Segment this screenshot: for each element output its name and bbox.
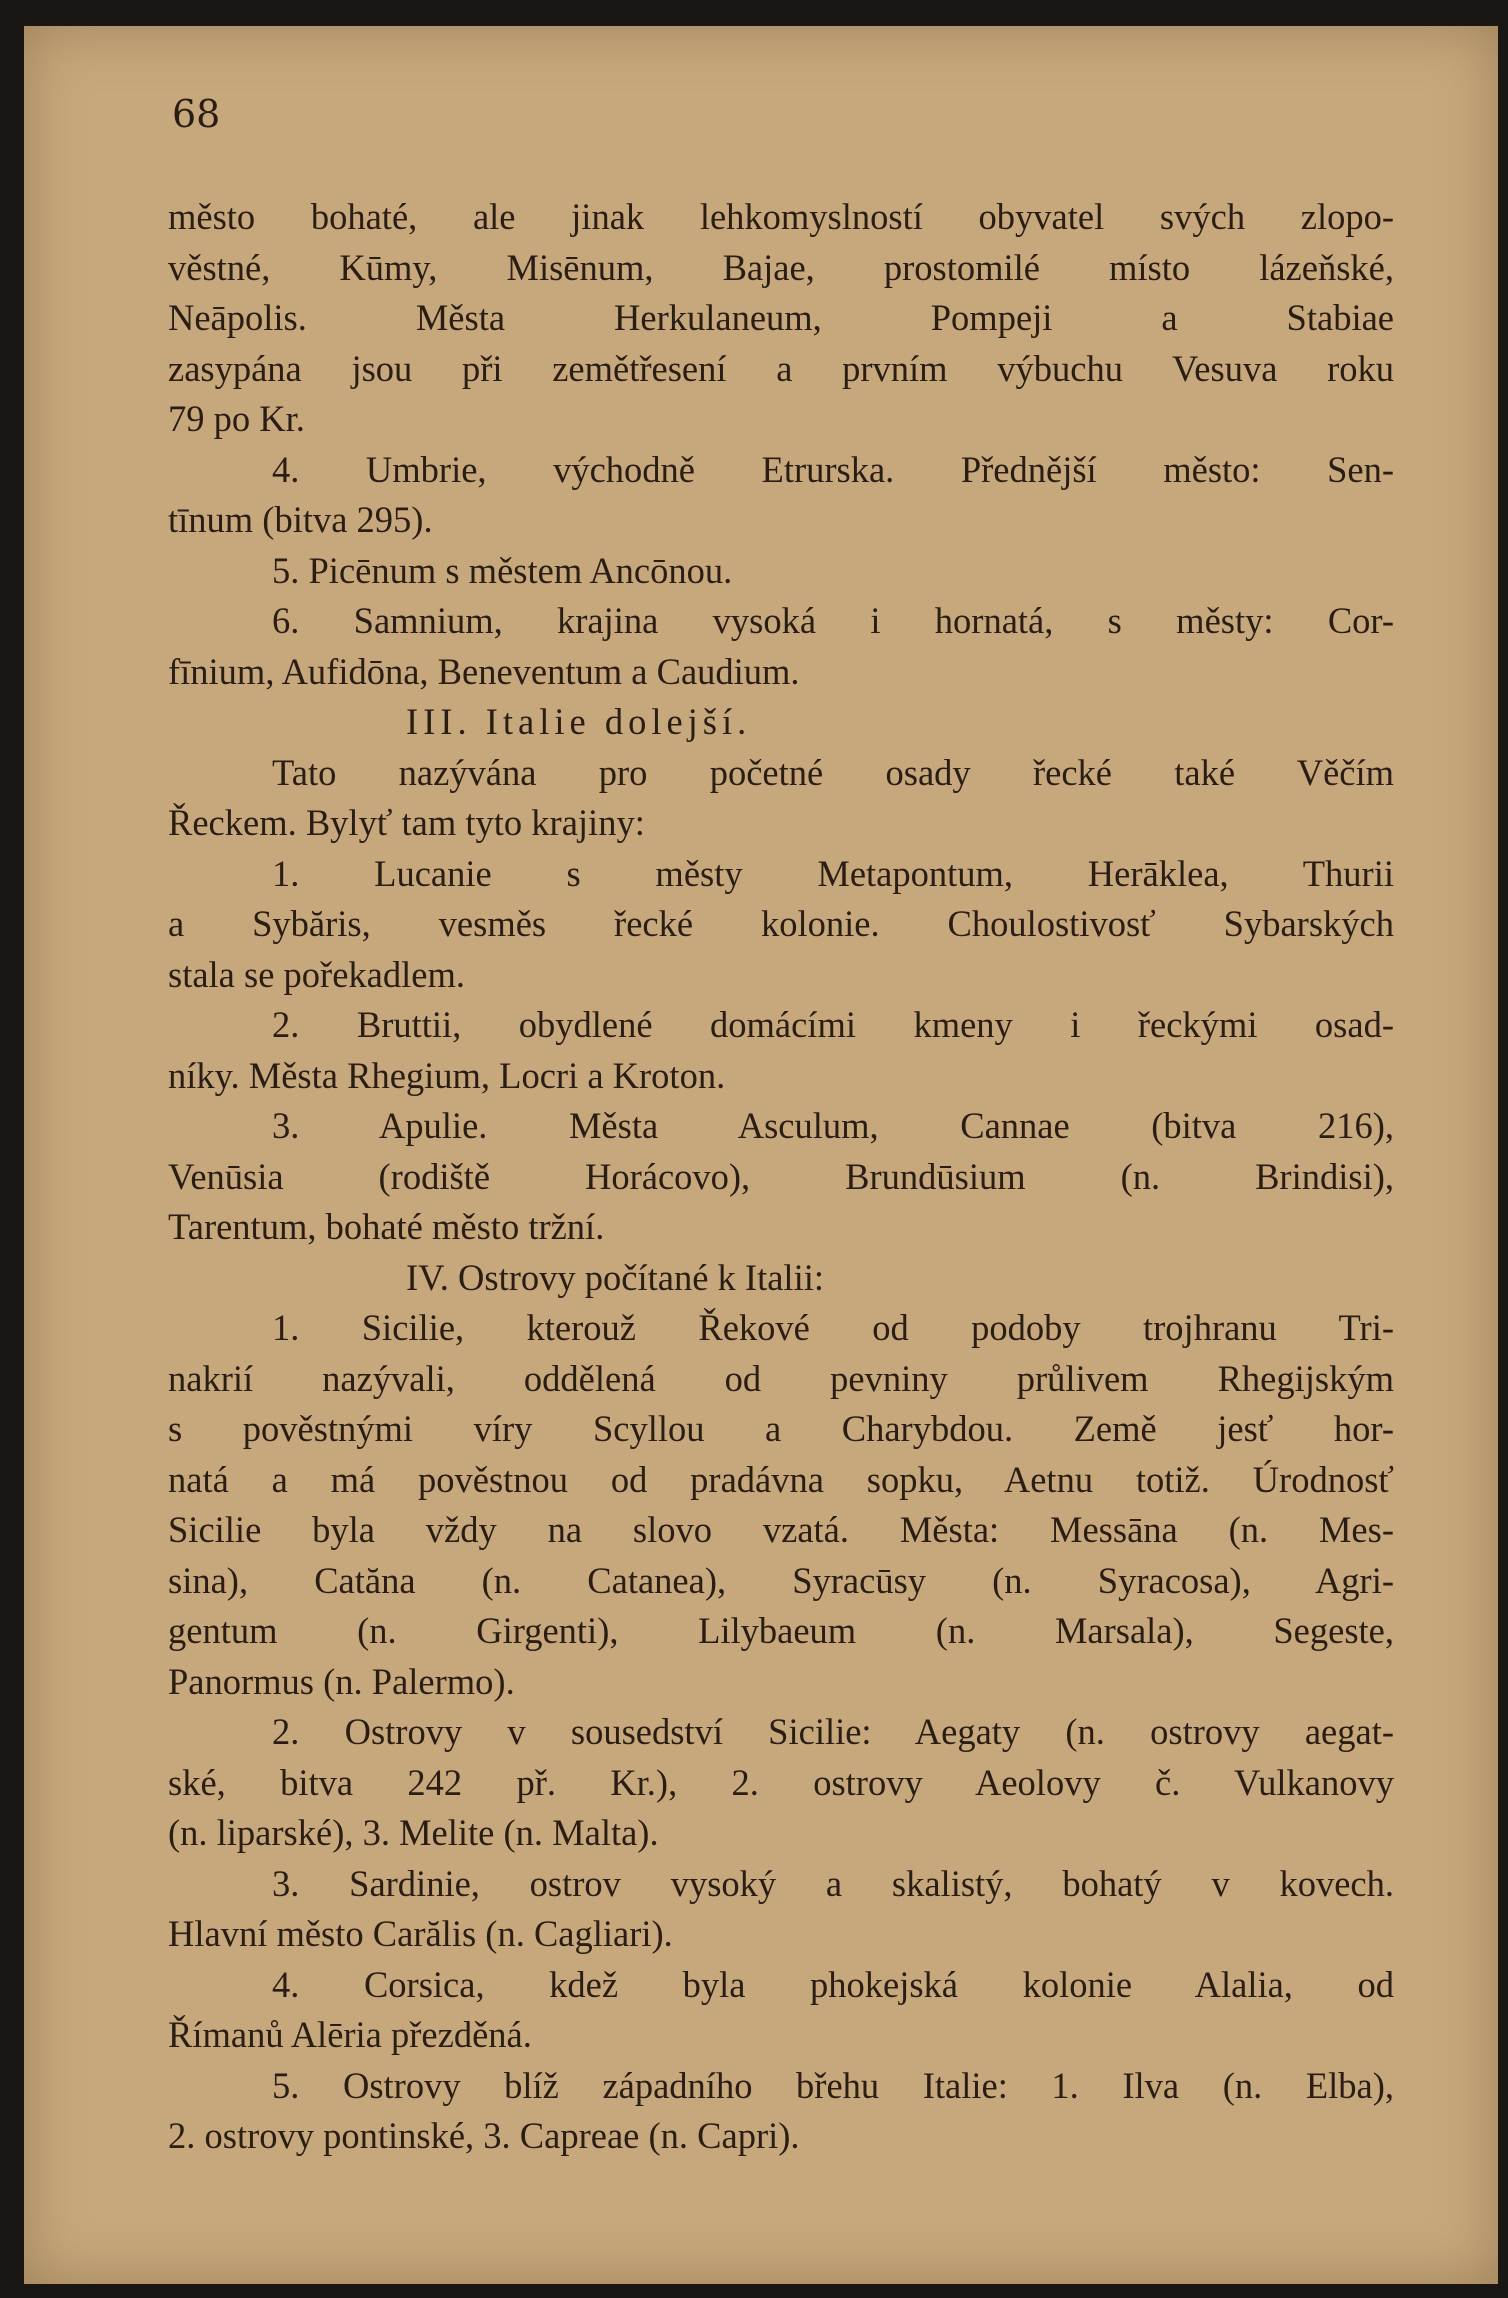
page-number: 68 [172, 92, 221, 136]
text-line: sina), Catăna (n. Catanea), Syracūsy (n. Syracosa), Agri- [168, 1559, 1394, 1601]
text-line: gentum (n. Girgenti), Lilybaeum (n. Marsala), Segeste, [168, 1610, 1394, 1651]
text-line: 5. Picēnum s městem Ancōnou. [272, 549, 733, 591]
text-line: Hlavní město Carălis (n. Cagliari). [168, 1913, 673, 1954]
text-line: zasypána jsou při zemětřesení a prvním výbuchu Vesuva roku [168, 347, 1394, 389]
text-line: Tato nazývána pro početné osady řecké také Věčím [272, 751, 1394, 793]
text-line: Sicilie byla vždy na slovo vzatá. Města: Messāna (n. Mes- [168, 1509, 1394, 1550]
section-heading: IV. Ostrovy počítané k Italii: [406, 1256, 824, 1298]
section-heading: III. Italie dolejší. [406, 701, 752, 742]
text-line: ské, bitva 242 př. Kr.), 2. ostrovy Aeolovy č. Vulkanovy [168, 1761, 1394, 1803]
text-line: 3. Apulie. Města Asculum, Cannae (bitva 216), [272, 1105, 1394, 1146]
text-line: město bohaté, ale jinak lehkomyslností obyvatel svých zlopo- [168, 196, 1394, 237]
book-page [24, 26, 1498, 2284]
text-line: 3. Sardinie, ostrov vysoký a skalistý, bohatý v kovech. [272, 1862, 1394, 1904]
text-line: 4. Umbrie, východně Etrurska. Přednější město: Sen- [272, 448, 1394, 490]
text-line: Venūsia (rodiště Horácovo), Brundūsium (n. Brindisi), [168, 1155, 1394, 1197]
page-text [168, 192, 1394, 2162]
text-line: Řeckem. Bylyť tam tyto krajiny: [168, 802, 645, 843]
text-line: věstné, Kūmy, Misēnum, Bajae, prostomilé místo lázeňské, [168, 246, 1394, 288]
text-line: natá a má pověstnou od pradávna sopku, Aetnu totiž. Úrodnosť [168, 1458, 1394, 1500]
text-line: 2. ostrovy pontinské, 3. Capreae (n. Capri). [168, 2115, 800, 2156]
text-line: a Sybăris, vesměs řecké kolonie. Choulostivosť Sybarských [168, 903, 1394, 944]
text-line: nakrií nazývali, oddělená od pevniny průlivem Rhegijským [168, 1357, 1394, 1399]
text-line: 4. Corsica, kdež byla phokejská kolonie Alalia, od [272, 1963, 1394, 2005]
text-line: Římanů Alēria přezděná. [168, 2014, 532, 2055]
text-line: Panormus (n. Palermo). [168, 1660, 515, 1702]
text-line: 79 po Kr. [168, 398, 305, 439]
text-line: 1. Lucanie s městy Metapontum, Herāklea, Thurii [272, 852, 1394, 894]
text-line: Tarentum, bohaté město tržní. [168, 1206, 605, 1247]
text-line: 6. Samnium, krajina vysoká i hornatá, s městy: Cor- [272, 600, 1394, 641]
text-line: 5. Ostrovy blíž západního břehu Italie: 1. Ilva (n. Elba), [272, 2064, 1394, 2106]
text-line: tīnum (bitva 295). [168, 499, 433, 540]
text-line: (n. liparské), 3. Melite (n. Malta). [168, 1812, 659, 1853]
text-line: s pověstnými víry Scyllou a Charybdou. Země jesť hor- [168, 1408, 1394, 1449]
text-line: stala se pořekadlem. [168, 953, 465, 995]
text-line: 2. Bruttii, obydlené domácími kmeny i řeckými osad- [272, 1004, 1394, 1045]
text-line: 2. Ostrovy v sousedství Sicilie: Aegaty (n. ostrovy aegat- [272, 1711, 1394, 1752]
text-line: Neāpolis. Města Herkulaneum, Pompeji a Stabiae [168, 297, 1394, 338]
text-line: níky. Města Rhegium, Locri a Kroton. [168, 1054, 726, 1096]
text-line: 1. Sicilie, kterouž Řekové od podoby trojhranu Tri- [272, 1307, 1394, 1348]
text-line: fīnium, Aufidōna, Beneventum a Caudium. [168, 650, 800, 692]
